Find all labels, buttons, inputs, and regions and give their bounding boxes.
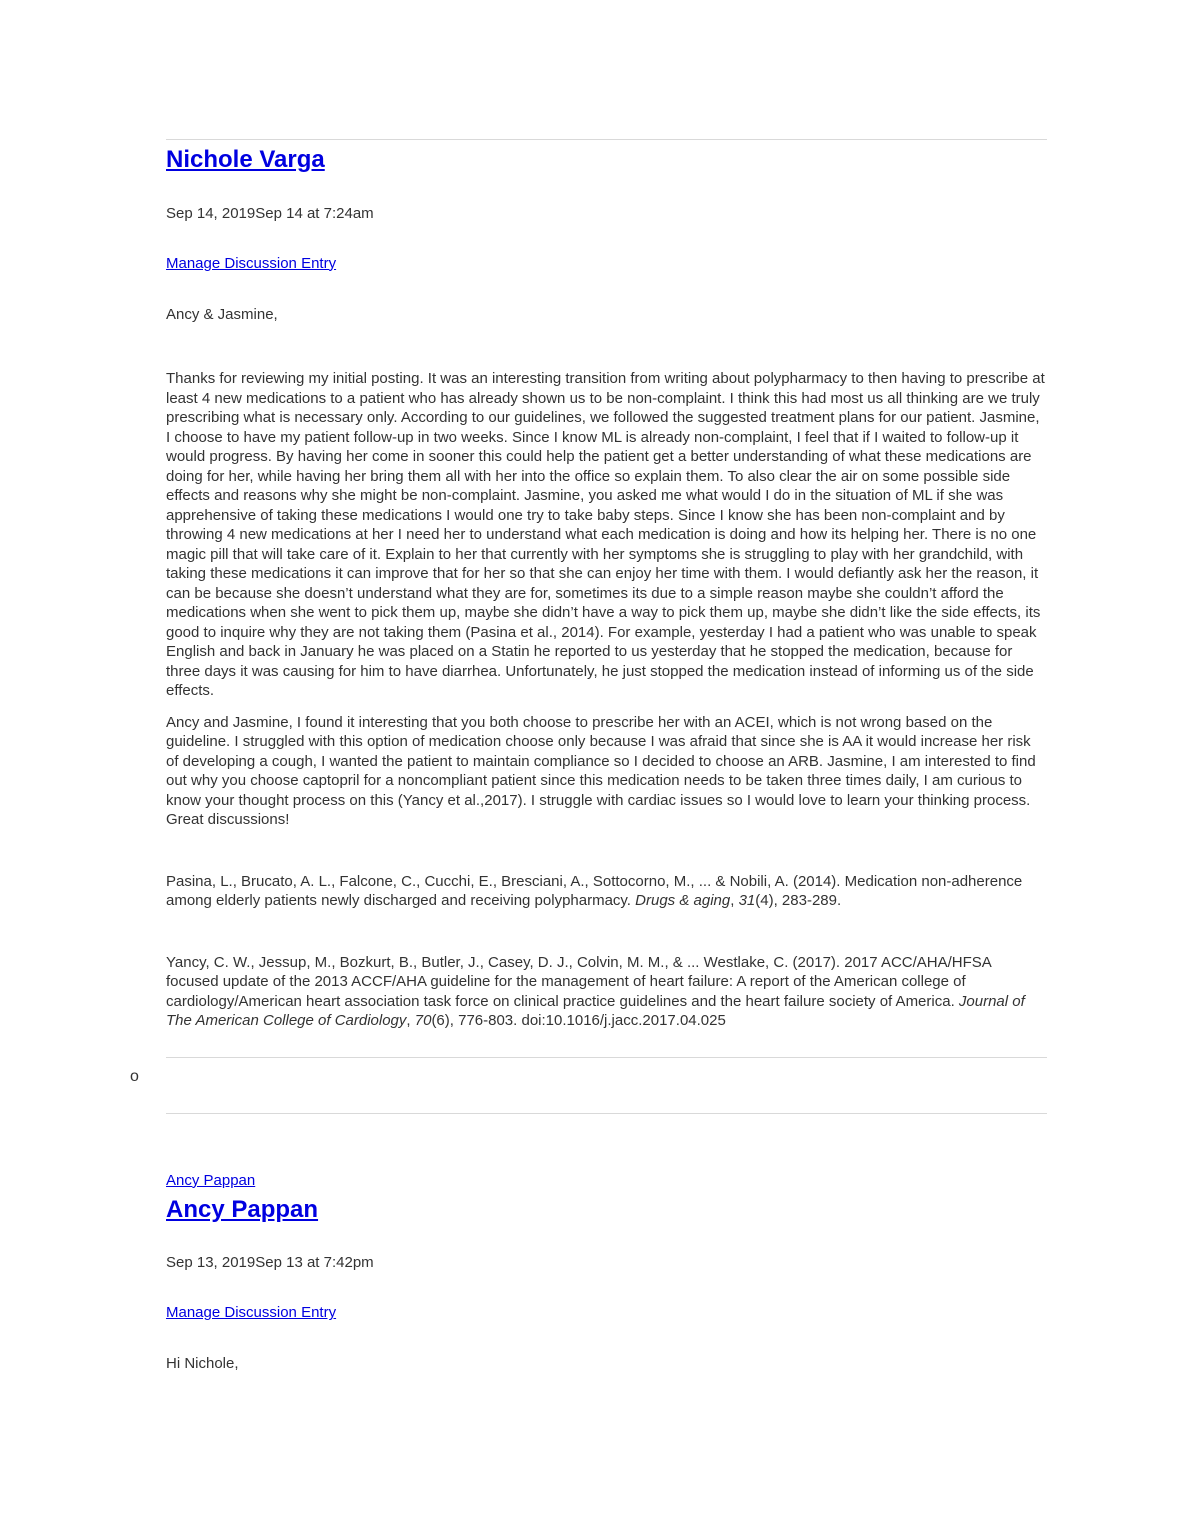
entry2-author-link[interactable]: Ancy Pappan [166,1195,319,1223]
entry1-manage-row [166,255,1047,273]
citation-yancy-journal: Journal of The American College of Cardiology [166,992,1025,1030]
divider-top [166,139,1047,140]
divider-before-entry2 [166,1113,1047,1114]
entry2-date: Sep 13, 2019Sep 13 at 7:42pm [166,1254,374,1272]
citation-yancy-pages: (6), 776-803. doi:10.1016/j.jacc.2017.04.025 [431,1012,726,1030]
entry2-author-heading [166,1196,1047,1224]
entry1-author-link[interactable]: Nichole Varga [166,146,325,173]
list-item-marker-row [130,1067,1190,1086]
manage-discussion-entry-link[interactable]: Manage Discussion Entry [166,254,337,272]
entry1-date: Sep 14, 2019Sep 14 at 7:24am [166,204,374,222]
citation-yancy-sep: , [406,1012,415,1030]
citation-pasina-volume: 31 [738,892,756,910]
citation-yancy-text: Yancy, C. W., Jessup, M., Bozkurt, B., Butler, J., Casey, D. J., Colvin, M. M., & ... Westlake, C. (2017). 2017 ACC/AHA/HFSA focused update of the 2013 ACCF/AHA guideline for the management of heart failure: A report of the American college of cardiology/American heart association task force on clinical practice guidelines and the heart failure society of America. [166,953,991,1010]
manage-discussion-entry-link-2[interactable]: Manage Discussion Entry [166,1304,337,1322]
entry-nichole-varga [166,139,1047,1058]
entry1-greeting: Ancy & Jasmine, [166,305,278,323]
citation-pasina-text: Pasina, L., Brucato, A. L., Falcone, C., Cucchi, E., Bresciani, A., Sottocorno, M., ... & Nobili, A. (2014). Medication non-adherence among elderly patients newly discharged and receiving polypharmacy. [166,872,1023,910]
citation-yancy-volume: 70 [414,1012,432,1030]
list-bullet: o [130,1067,139,1085]
entry1-paragraph-1: Thanks for reviewing my initial posting. It was an interesting transition from writing about polypharmacy to then having to prescribe at least 4 new medications to a patient who has already shown us to be non-complaint. I think this had most us all thinking are we truly prescribing what is necessary only. According to our guidelines, we followed the suggested treatment plans for our patient. Jasmine, I choose to have my patient follow-up in two weeks. Since I know ML is already non-complaint, I feel that if I waited to follow-up it would progress. By having her come in sooner this could help the patient get a better understanding of what these medications are doing for her, while having her bring them all with her into the office so explain them. To also clear the air on some possible side effects and reasons why she might be non-complaint. Jasmine, you asked me what would I do in the situation of ML if she was apprehensive of taking these medications I would one try to take baby steps. Since I know she has been non-complaint and by throwing 4 new medications at her I need her to understand what each medication is doing and how its helping her. There is no one magic pill that will take care of it. Explain to her that currently with her symptoms she is struggling to play with her grandchild, with taking these medications it can improve that for her so that she can enjoy her time with them. I would defiantly ask her the reason, it can be because she doesn’t understand what they are for, sometimes its due to a simple reason maybe she couldn’t afford the medications when she went to pick them up, maybe she didn’t have a way to pick them up, maybe she didn’t like the side effects, its good to inquire why they are not taking them (Pasina et al., 2014). For example, yesterday I had a patient who was unable to speak English and back in January he was placed on a Statin he reported to us yesterday that he stopped the medication, because for three days it was causing for him to have diarrhea. Unfortunately, he just stopped the medication instead of informing us of the side effects. [166,370,1045,700]
entry2-author-small-row [166,1172,1047,1190]
entry2-greeting: Hi Nichole, [166,1355,239,1373]
entry-ancy-pappan [166,1113,1047,1374]
entry1-paragraph-2: Ancy and Jasmine, I found it interesting that you both choose to prescribe her with an ACEI, which is not wrong based on the guideline. I struggled with this option of medication choose only because I was afraid that since she is AA it would increase her risk of developing a cough, I wanted the patient to maintain compliance so I decided to choose an ARB. Jasmine, I am interested to find out why you choose captopril for a noncompliant patient since this medication needs to be taken three times daily, I am curious to know your thought process on this (Yancy et al.,2017). I struggle with cardiac issues so I would love to learn your thinking process. Great discussions! [166,713,1036,829]
divider-after-entry1 [166,1057,1047,1058]
citation-pasina-sep: , [730,892,739,910]
citation-pasina [166,872,1047,911]
entry2-manage-row [166,1304,1047,1322]
entry1-author-heading [166,146,1047,174]
entry2-author-small-link[interactable]: Ancy Pappan [166,1171,256,1189]
citation-yancy [166,953,1047,1031]
citation-pasina-pages: (4), 283-289. [755,892,842,910]
citation-pasina-journal: Drugs & aging [635,892,731,910]
